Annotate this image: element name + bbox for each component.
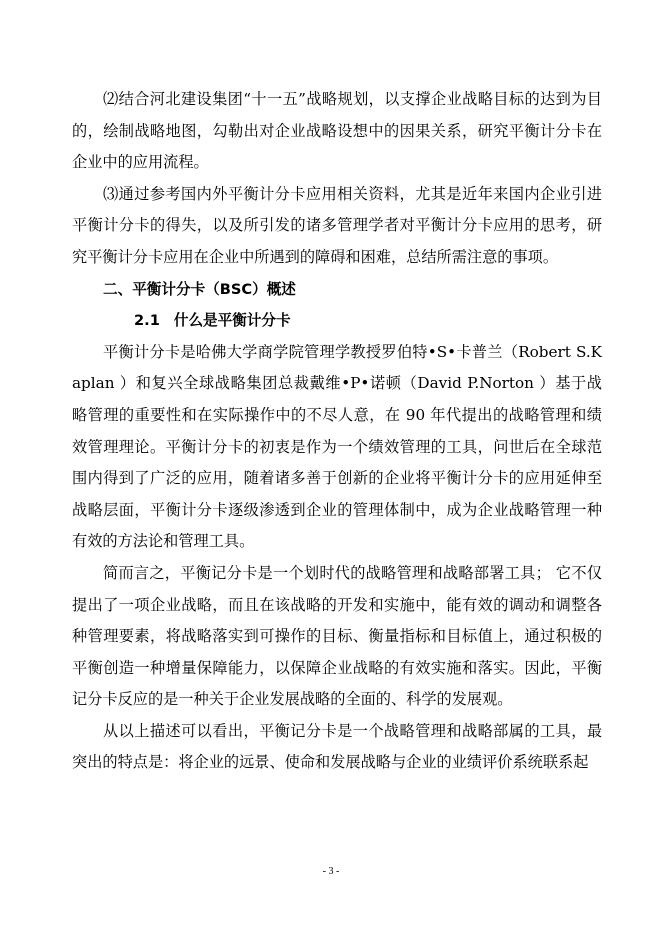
document-body	[72, 84, 602, 779]
paragraph-summary: 简而言之，平衡记分卡是一个划时代的战略管理和战略部署工具； 它不仅提出了一项企业战略，而且在该战略的开发和实施中，能有效的调动和调整各种管理要素，将战略落实到可操作的目标、衡量指标和目标值上，通过积极的平衡创造一种增量保障能力，以保障企业战略的有效实施和落实。因此，平衡记分卡反应的是一种关于企业发展战略的全面的、科学的发展观。	[72, 563, 602, 709]
subsection-heading	[72, 305, 602, 337]
paragraph-conclusion: 从以上描述可以看出，平衡记分卡是一个战略管理和战略部属的工具，最突出的特点是：将企业的远景、使命和发展战略与企业的业绩评价系统联系起	[72, 721, 602, 772]
section-heading: 二、平衡计分卡（BSC）概述	[103, 280, 296, 298]
page-number: - 3 -	[322, 866, 340, 877]
paragraph-item-2: ⑵结合河北建设集团“十一五”战略规划，以支撑企业战略目标的达到为目的，绘制战略地图，勾勒出对企业战略设想中的因果关系，研究平衡计分卡在企业中的应用流程。	[72, 90, 602, 172]
paragraph-definition: 平衡计分卡是哈佛大学商学院管理学教授罗伯特•S•卡普兰（Robert S.Kaplan ）和复兴全球战略集团总裁戴维•P•诺顿（David P.Norton ）基于战略管理的重要性和在实际操作中的不尽人意，在 90 年代提出的战略管理和绩效管理理论。平衡计分卡的初衷是作为一个绩效管理的工具，问世后在全球范围内得到了广泛的应用，随着诸多善于创新的企业将平衡计分卡的应用延伸至战略层面，平衡计分卡逐级渗透到企业的管理体制中，成为企业战略管理一种有效的方法论和管理工具。	[72, 342, 602, 551]
paragraph-item-3: ⑶通过参考国内外平衡计分卡应用相关资料，尤其是近年来国内企业引进平衡计分卡的得失，以及所引发的诸多管理学者对平衡计分卡应用的思考，研究平衡计分卡应用在企业中所遇到的障碍和困难，总结所需注意的事项。	[72, 184, 602, 266]
subsection-number: 2.1	[134, 312, 160, 330]
subsection-title: 什么是平衡计分卡	[173, 312, 291, 330]
